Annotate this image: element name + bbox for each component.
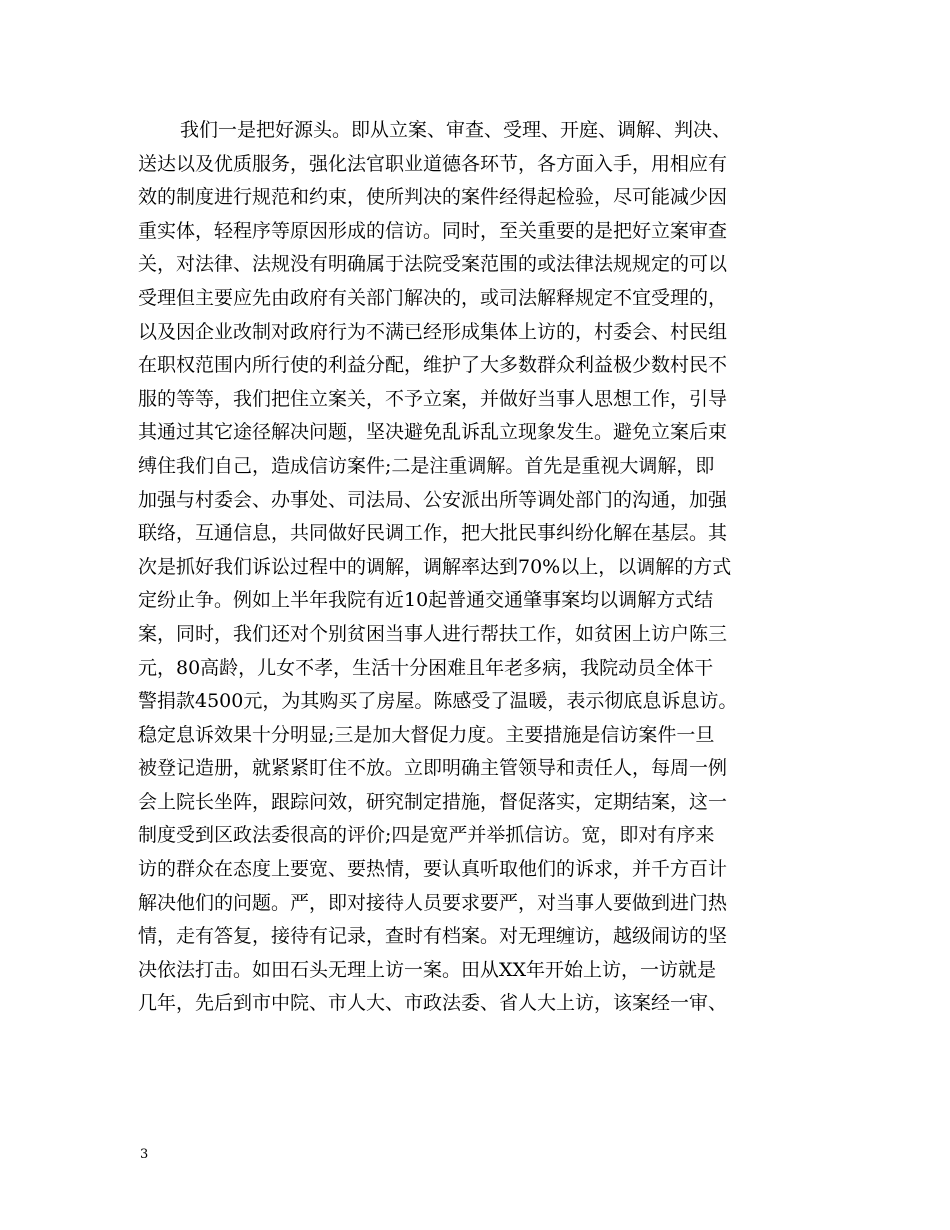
text-line: 服的等等，我们把住立案关，不予立案，并做好当事人思想工作，引导	[138, 387, 728, 410]
text-line: 在职权范围内所行使的利益分配，维护了大多数群众利益极少数村民不	[138, 354, 728, 377]
text-line: 解决他们的问题。严，即对接待人员要求要严，对当事人要做到进门热	[138, 891, 728, 914]
text-line: 关，对法律、法规没有明确属于法院受案范围的或法律法规规定的可以	[138, 253, 728, 276]
text-line: 缚住我们自己，造成信访案件;二是注重调解。首先是重视大调解，即	[138, 454, 715, 477]
text-line: 访的群众在态度上要宽、要热情，要认真听取他们的诉求，并千方百计	[138, 858, 728, 881]
text-line: 几年，先后到市中院、市人大、市政法委、省人大上访，该案经一审、	[138, 992, 728, 1015]
text-line: 被登记造册，就紧紧盯住不放。立即明确主管领导和责任人，每周一例	[138, 757, 728, 780]
body-paragraph	[138, 114, 814, 1021]
text-line: 联络，互通信息，共同做好民调工作，把大批民事纠纷化解在基层。其	[138, 522, 728, 545]
text-line: 次是抓好我们诉讼过程中的调解，调解率达到70%以上，以调解的方式	[138, 555, 732, 578]
text-line: 稳定息诉效果十分明显;三是加大督促力度。主要措施是信访案件一旦	[138, 723, 715, 746]
text-line: 制度受到区政法委很高的评价;四是宽严并举抓信访。宽，即对有序来	[138, 824, 715, 847]
text-line: 重实体，轻程序等原因形成的信访。同时，至关重要的是把好立案审查	[138, 219, 728, 242]
text-line: 警捐款4500元，为其购买了房屋。陈感受了温暖，表示彻底息诉息访。	[138, 690, 738, 713]
text-line: 决依法打击。如田石头无理上访一案。田从XX年开始上访，一访就是	[138, 958, 717, 981]
text-line: 我们一是把好源头。即从立案、审查、受理、开庭、调解、判决、	[180, 119, 732, 141]
text-line: 加强与村委会、办事处、司法局、公安派出所等调处部门的沟通，加强	[138, 488, 728, 511]
text-line: 受理但主要应先由政府有关部门解决的，或司法解释规定不宜受理的，	[138, 286, 728, 309]
text-line: 其通过其它途径解决问题，坚决避免乱诉乱立现象发生。避免立案后束	[138, 421, 728, 444]
text-line: 会上院长坐阵，跟踪问效，研究制定措施，督促落实，定期结案，这一	[138, 790, 728, 813]
text-line: 以及因企业改制对政府行为不满已经形成集体上访的，村委会、村民组	[138, 320, 728, 343]
text-line: 元，80高龄，儿女不孝，生活十分困难且年老多病，我院动员全体干	[138, 656, 714, 679]
page-number: 3	[140, 1147, 149, 1162]
text-line: 送达以及优质服务，强化法官职业道德各环节，各方面入手，用相应有	[138, 152, 728, 175]
text-line: 定纷止争。例如上半年我院有近10起普通交通肇事案均以调解方式结	[138, 589, 714, 612]
text-line: 情，走有答复，接待有记录，查时有档案。对无理缠访，越级闹访的坚	[138, 925, 728, 948]
text-line: 案，同时，我们还对个别贫困当事人进行帮扶工作，如贫困上访户陈三	[138, 622, 728, 645]
text-line: 效的制度进行规范和约束，使所判决的案件经得起检验，尽可能减少因	[138, 186, 728, 209]
